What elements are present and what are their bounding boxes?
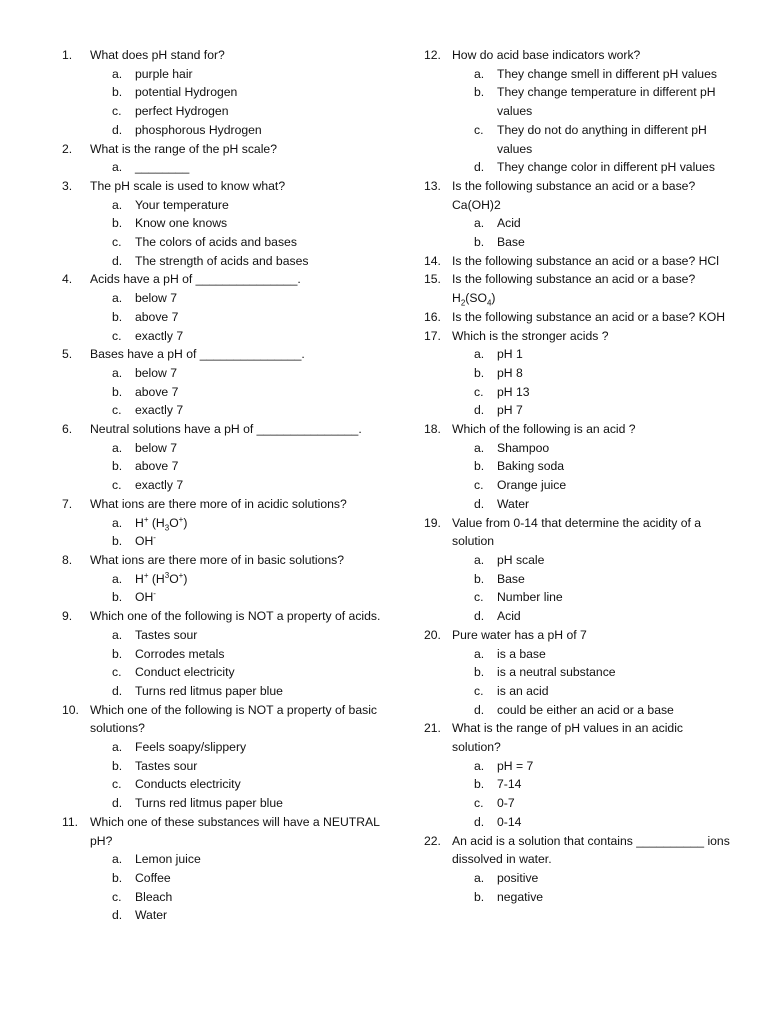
question <box>62 551 382 570</box>
option-text: 7-14 <box>497 777 522 792</box>
option-letter: a. <box>112 197 123 212</box>
question <box>62 607 382 626</box>
option-text: Conducts electricity <box>135 777 241 792</box>
option-text: above 7 <box>135 384 179 399</box>
option-text: OH- <box>135 533 156 549</box>
answer-option <box>424 65 730 84</box>
question <box>424 252 730 271</box>
option-letter: a. <box>112 66 123 81</box>
question <box>424 719 730 756</box>
answer-option <box>62 869 382 888</box>
option-text: could be either an acid or a base <box>497 702 674 717</box>
answer-option <box>424 233 730 252</box>
option-letter: a. <box>112 571 123 586</box>
option-letter: a. <box>474 440 485 455</box>
option-letter: a. <box>474 66 485 81</box>
answer-option <box>424 775 730 794</box>
answer-option <box>424 588 730 607</box>
option-letter: b. <box>112 534 123 549</box>
option-letter: a. <box>474 216 485 231</box>
question <box>424 177 730 214</box>
question-number: 19. <box>424 515 441 530</box>
question <box>62 177 382 196</box>
question-text: Is the following substance an acid or a base? KOH <box>452 309 726 324</box>
option-text: Base <box>497 571 525 586</box>
answer-option <box>62 289 382 308</box>
answer-option <box>62 645 382 664</box>
option-letter: a. <box>474 870 485 885</box>
question-number: 5. <box>62 347 73 362</box>
option-letter: b. <box>474 235 485 250</box>
option-letter: c. <box>474 590 484 605</box>
answer-option <box>62 327 382 346</box>
option-letter: a. <box>112 627 123 642</box>
option-text: below 7 <box>135 291 178 306</box>
answer-option <box>62 794 382 813</box>
option-letter: b. <box>474 459 485 474</box>
option-text: phosphorous Hydrogen <box>135 122 262 137</box>
option-text: Turns red litmus paper blue <box>135 683 283 698</box>
answer-option <box>62 121 382 140</box>
question-number: 22. <box>424 833 441 848</box>
answer-option <box>424 401 730 420</box>
option-text: Turns red litmus paper blue <box>135 796 283 811</box>
answer-option <box>62 383 382 402</box>
option-text: exactly 7 <box>135 403 184 418</box>
option-letter: a. <box>112 852 123 867</box>
answer-option <box>62 514 382 533</box>
answer-option <box>62 570 382 589</box>
option-text: Baking soda <box>497 459 565 474</box>
option-letter: c. <box>474 796 484 811</box>
option-text: exactly 7 <box>135 328 184 343</box>
question-text: Is the following substance an acid or a base? HCl <box>452 253 719 268</box>
question <box>424 270 730 307</box>
option-letter: b. <box>112 590 123 605</box>
answer-option <box>424 570 730 589</box>
question-number: 2. <box>62 141 73 156</box>
answer-option <box>424 607 730 626</box>
option-letter: b. <box>474 365 485 380</box>
option-letter: c. <box>474 384 484 399</box>
question <box>62 813 382 850</box>
option-text: Know one knows <box>135 216 228 231</box>
option-letter: d. <box>474 814 485 829</box>
answer-option <box>424 345 730 364</box>
question <box>424 626 730 645</box>
answer-option <box>424 83 730 120</box>
option-letter: b. <box>112 758 123 773</box>
answer-option <box>62 757 382 776</box>
option-letter: a. <box>112 160 123 175</box>
answer-option <box>424 701 730 720</box>
question-text: What ions are there more of in basic solutions? <box>90 552 345 567</box>
option-text: The colors of acids and bases <box>135 235 297 250</box>
option-text: above 7 <box>135 309 179 324</box>
option-letter: a. <box>112 515 123 530</box>
question-number: 8. <box>62 552 73 567</box>
answer-option <box>62 439 382 458</box>
question <box>62 495 382 514</box>
option-text: purple hair <box>135 66 193 81</box>
option-letter: d. <box>474 403 485 418</box>
question-number: 3. <box>62 178 73 193</box>
answer-option <box>424 158 730 177</box>
option-letter: a. <box>112 740 123 755</box>
option-letter: a. <box>112 291 123 306</box>
question <box>424 420 730 439</box>
option-letter: c. <box>474 122 484 137</box>
answer-option <box>62 738 382 757</box>
option-text: potential Hydrogen <box>135 85 238 100</box>
option-text: 0-14 <box>497 814 522 829</box>
answer-option <box>62 532 382 551</box>
answer-option <box>62 401 382 420</box>
option-text: above 7 <box>135 459 179 474</box>
answer-option <box>424 364 730 383</box>
question-text: An acid is a solution that contains __________ ions dissolved in water. <box>452 833 730 867</box>
question-number: 11. <box>62 814 79 829</box>
question <box>62 345 382 364</box>
answer-option <box>62 888 382 907</box>
option-text: is a base <box>497 646 546 661</box>
option-text: Water <box>135 908 168 923</box>
question-text: Which one of these substances will have a NEUTRAL pH? <box>90 814 380 848</box>
option-text: negative <box>497 889 544 904</box>
option-letter: a. <box>474 646 485 661</box>
option-text: OH- <box>135 589 156 605</box>
option-text: ________ <box>135 160 190 175</box>
option-letter: b. <box>112 309 123 324</box>
option-letter: b. <box>112 216 123 231</box>
answer-option <box>424 121 730 158</box>
option-text: Tastes sour <box>135 758 198 773</box>
question <box>424 46 730 65</box>
question-text: Pure water has a pH of 7 <box>452 627 587 642</box>
option-text: They change color in different pH values <box>497 160 715 175</box>
option-text: Conduct electricity <box>135 665 235 680</box>
question-number: 10. <box>62 702 79 717</box>
option-text: Tastes sour <box>135 627 198 642</box>
option-letter: b. <box>112 870 123 885</box>
question-text: What is the range of the pH scale? <box>90 141 277 156</box>
answer-option <box>62 196 382 215</box>
answer-option <box>424 869 730 888</box>
question-text: Which of the following is an acid ? <box>452 422 636 437</box>
question <box>62 46 382 65</box>
option-text: pH 1 <box>497 347 523 362</box>
option-letter: c. <box>474 683 484 698</box>
option-letter: b. <box>474 571 485 586</box>
option-letter: a. <box>112 365 123 380</box>
option-letter: b. <box>474 889 485 904</box>
option-text: Shampoo <box>497 440 550 455</box>
option-text: Corrodes metals <box>135 646 225 661</box>
answer-option <box>62 83 382 102</box>
option-letter: d. <box>112 122 123 137</box>
question <box>62 140 382 159</box>
option-letter: b. <box>112 85 123 100</box>
question <box>424 308 730 327</box>
option-letter: c. <box>112 777 122 792</box>
question-number: 1. <box>62 48 73 62</box>
question-number: 4. <box>62 272 73 287</box>
question-text: How do acid base indicators work? <box>452 48 641 62</box>
question-number: 15. <box>424 272 441 287</box>
option-text: Acid <box>497 609 521 624</box>
option-text: H+ $(H_3O^+)$ <box>135 514 188 533</box>
option-text: They change temperature in different pH values <box>497 85 716 119</box>
question-text: Value from 0-14 that determine the acidity of a solution <box>452 515 702 549</box>
answer-option <box>62 476 382 495</box>
option-letter: c. <box>112 665 122 680</box>
question <box>62 270 382 289</box>
option-letter: b. <box>474 85 485 100</box>
answer-option <box>424 645 730 664</box>
option-text: is a neutral substance <box>497 665 616 680</box>
question-text: What ions are there more of in acidic solutions? <box>90 496 347 511</box>
answer-option <box>424 439 730 458</box>
option-letter: c. <box>112 889 122 904</box>
question-text: Which one of the following is NOT a property of basic solutions? <box>90 702 377 736</box>
option-text: 0-7 <box>497 796 515 811</box>
option-text: exactly 7 <box>135 478 184 493</box>
question <box>62 420 382 439</box>
option-text: Bleach <box>135 889 173 904</box>
option-text: pH 8 <box>497 365 523 380</box>
option-letter: a. <box>112 440 123 455</box>
option-letter: b. <box>112 459 123 474</box>
answer-option <box>62 906 382 925</box>
question-number: 12. <box>424 48 441 62</box>
option-letter: d. <box>474 702 485 717</box>
option-text: The strength of acids and bases <box>135 253 309 268</box>
question <box>424 514 730 551</box>
question-number: 17. <box>424 328 441 343</box>
option-text: H+ $(H^3O^+)$ <box>135 570 188 586</box>
option-letter: d. <box>112 796 123 811</box>
option-letter: c. <box>474 478 484 493</box>
answer-option <box>424 888 730 907</box>
question-text: Is the following substance an acid or a base? Ca(OH)2 <box>452 178 696 212</box>
option-text: is an acid <box>497 683 549 698</box>
option-text: Water <box>497 496 530 511</box>
question-text: What does pH stand for? <box>90 48 225 62</box>
answer-option <box>424 551 730 570</box>
option-letter: d. <box>112 253 123 268</box>
option-letter: c. <box>112 235 122 250</box>
answer-option <box>62 457 382 476</box>
option-letter: d. <box>112 908 123 923</box>
answer-option <box>424 457 730 476</box>
answer-option <box>62 252 382 271</box>
answer-option <box>424 476 730 495</box>
question-number: 9. <box>62 609 73 624</box>
option-text: Orange juice <box>497 478 567 493</box>
option-text: pH scale <box>497 552 545 567</box>
question-text: Is the following substance an acid or a base? $H_2(SO_4)$ <box>452 272 696 308</box>
option-text: Base <box>497 235 525 250</box>
option-text: Acid <box>497 216 521 231</box>
option-text: positive <box>497 870 539 885</box>
option-text: Your temperature <box>135 197 229 212</box>
answer-option <box>62 233 382 252</box>
option-letter: a. <box>474 347 485 362</box>
answer-option <box>424 794 730 813</box>
question-text: What is the range of pH values in an acidic solution? <box>452 721 684 755</box>
question-number: 6. <box>62 422 73 437</box>
question-number: 16. <box>424 309 441 324</box>
answer-option <box>62 626 382 645</box>
right-column <box>424 46 730 906</box>
question-number: 14. <box>424 253 441 268</box>
option-text: below 7 <box>135 440 178 455</box>
answer-option <box>62 663 382 682</box>
question <box>424 327 730 346</box>
answer-option <box>62 364 382 383</box>
question-number: 13. <box>424 178 441 193</box>
option-letter: a. <box>474 552 485 567</box>
answer-option <box>424 663 730 682</box>
question-text: Acids have a pH of _______________. <box>90 272 301 287</box>
question <box>62 701 382 738</box>
answer-option <box>424 757 730 776</box>
option-text: pH 13 <box>497 384 530 399</box>
option-letter: d. <box>112 683 123 698</box>
option-letter: c. <box>112 104 122 119</box>
question-text: Bases have a pH of _______________. <box>90 347 305 362</box>
option-letter: d. <box>474 160 485 175</box>
left-column <box>62 46 382 925</box>
question-text: Neutral solutions have a pH of _______________. <box>90 422 362 437</box>
answer-option <box>62 158 382 177</box>
option-letter: b. <box>474 665 485 680</box>
option-letter: a. <box>474 758 485 773</box>
option-letter: d. <box>474 609 485 624</box>
answer-option <box>424 214 730 233</box>
answer-option <box>62 308 382 327</box>
option-text: Number line <box>497 590 563 605</box>
answer-option <box>424 682 730 701</box>
answer-option <box>62 102 382 121</box>
option-text: Coffee <box>135 870 171 885</box>
option-text: They do not do anything in different pH values <box>497 122 707 156</box>
option-letter: b. <box>474 777 485 792</box>
answer-option <box>62 682 382 701</box>
option-letter: c. <box>112 328 122 343</box>
answer-option <box>62 775 382 794</box>
option-text: Lemon juice <box>135 852 201 867</box>
option-text: below 7 <box>135 365 178 380</box>
answer-option <box>424 813 730 832</box>
answer-option <box>62 65 382 84</box>
answer-option <box>424 383 730 402</box>
option-letter: b. <box>112 646 123 661</box>
question-text: Which one of the following is NOT a property of acids. <box>90 609 381 624</box>
option-text: Feels soapy/slippery <box>135 740 247 755</box>
question-number: 18. <box>424 422 441 437</box>
option-letter: b. <box>112 384 123 399</box>
answer-option <box>62 588 382 607</box>
question-number: 7. <box>62 496 73 511</box>
answer-option <box>62 850 382 869</box>
option-letter: d. <box>474 496 485 511</box>
option-text: pH = 7 <box>497 758 534 773</box>
question-text: The pH scale is used to know what? <box>90 178 286 193</box>
option-letter: c. <box>112 478 122 493</box>
option-text: They change smell in different pH values <box>497 66 717 81</box>
option-letter: c. <box>112 403 122 418</box>
option-text: perfect Hydrogen <box>135 104 229 119</box>
question-text: Which is the stronger acids ? <box>452 328 609 343</box>
answer-option <box>424 495 730 514</box>
question <box>424 832 730 869</box>
question-number: 21. <box>424 721 441 736</box>
option-text: pH 7 <box>497 403 523 418</box>
answer-option <box>62 214 382 233</box>
question-number: 20. <box>424 627 441 642</box>
